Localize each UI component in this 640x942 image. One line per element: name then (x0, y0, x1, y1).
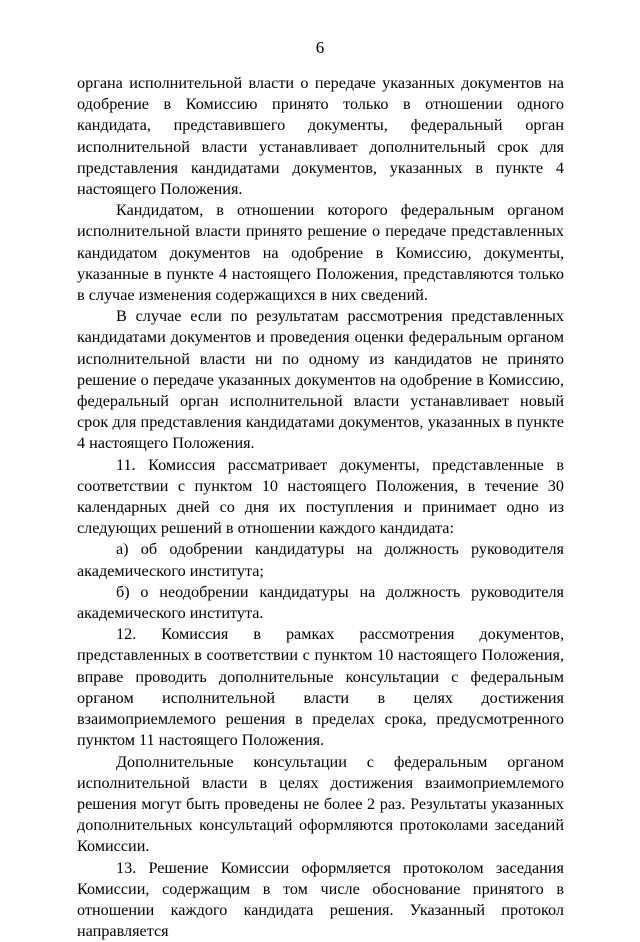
paragraph-clause-11-b: б) о неодобрении кандидатуры на должность руководителя академического института. (77, 582, 564, 623)
paragraph-additional-consultations: Дополнительные консультации с федеральным органом исполнительной власти в целях достижения взаимоприемлемого решения могут быть проведены не более 2 раз. Результаты указанных дополнительных консультаций оформляются протоколами заседаний Комиссии. (77, 752, 564, 856)
paragraph-candidate-documents: Кандидатом, в отношении которого федеральным органом исполнительной власти принято решение о передаче представленных кандидатом документов на одобрение в Комиссию, документы, указанные в пункте 4 настоящего Положения, представляются только в случае изменения содержащихся в них сведений. (77, 201, 564, 305)
paragraph-clause-12: 12. Комиссия в рамках рассмотрения документов, представленных в соответствии с пунктом 10 настоящего Положения, вправе проводить дополнительные консультации с федеральным органом исполнительной власти в целях достижения взаимоприемлемого решения в пределах срока, предусмотренного пунктом 11 настоящего Положения. (77, 625, 564, 750)
page-number: 6 (315, 38, 325, 57)
paragraph-continuation: органа исполнительной власти о передаче указанных документов на одобрение в Комиссию принято только в отношении одного кандидата, представившего документы, федеральный орган исполнительной власти устанавливает дополнительный срок для представления кандидатами документов, указанных в пункте 4 настоящего Положения. (77, 74, 564, 199)
paragraph-clause-11: 11. Комиссия рассматривает документы, представленные в соответствии с пунктом 10 настоящего Положения, в течение 30 календарных дней со дня их поступления и принимает одно из следующих решений в отношении каждого кандидата: (77, 455, 564, 538)
paragraph-clause-13: 13. Решение Комиссии оформляется протоколом заседания Комиссии, содержащим в том числе обоснование принятого в отношении каждого кандидата решения. Указанный протокол направляется (77, 858, 564, 941)
paragraph-clause-11-a: а) об одобрении кандидатуры на должность руководителя академического института; (77, 540, 564, 580)
body-text (77, 73, 564, 942)
paragraph-new-deadline: В случае если по результатам рассмотрения представленных кандидатами документов и проведения оценки федеральным органом исполнительной власти ни по одному из кандидатов не принято решение о передаче указанных документов на одобрение в Комиссию, федеральный орган исполнительной власти устанавливает новый срок для представления кандидатами документов, указанных в пункте 4 настоящего Положения. (77, 307, 564, 453)
